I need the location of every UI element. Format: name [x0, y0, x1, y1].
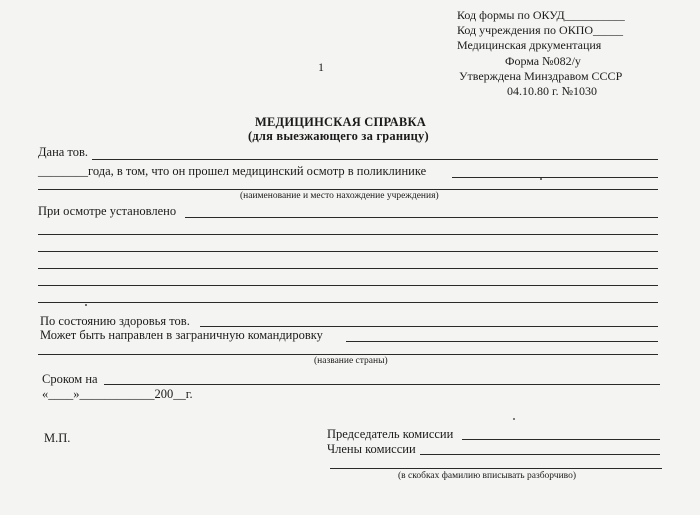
okpo-code: Код учреждения по ОКПО_____ [457, 23, 624, 37]
document-subtitle: (для выезжающего за границу) [248, 129, 429, 143]
members-label: Члены комиссии [327, 442, 416, 456]
findings-line-2 [38, 234, 658, 235]
findings-line-4 [38, 268, 658, 269]
findings-line-3 [38, 251, 658, 252]
date-line: «____»____________200__г. [42, 387, 193, 401]
issued-to-line [92, 159, 658, 160]
issued-to-label: Дана тов. [38, 145, 89, 159]
exam-findings-label: При осмотре установлено [38, 204, 177, 218]
approval-order: 04.10.80 г. №1030 [507, 84, 598, 98]
stamp-place: М.П. [44, 431, 71, 445]
scan-speck [85, 304, 87, 306]
approval-note: Утверждена Минздравом СССР [459, 69, 623, 83]
form-number: Форма №082/у [505, 54, 581, 68]
document-title: МЕДИЦИНСКАЯ СПРАВКА [255, 115, 426, 129]
names-caption: (в скобках фамилию вписывать разборчиво) [398, 471, 576, 481]
okud-code: Код формы по ОКУД__________ [457, 8, 625, 22]
term-label: Сроком на [42, 372, 98, 386]
institution-caption: (наименование и место нахождение учреждения) [240, 191, 439, 201]
health-status-label: По состоянию здоровья тов. [40, 314, 190, 328]
scan-speck [513, 418, 515, 420]
institution-line [38, 189, 658, 190]
page-number: 1 [318, 60, 324, 74]
members-signature-line [420, 454, 660, 455]
findings-line-6 [38, 302, 658, 303]
assignment-label: Может быть направлен в заграничную командировку [40, 328, 323, 342]
assignment-line [346, 341, 658, 342]
country-caption: (название страны) [314, 356, 388, 366]
members-extra-line [330, 468, 662, 469]
findings-line-5 [38, 285, 658, 286]
document-type: Медицинская дркументация [457, 38, 602, 52]
chairman-signature-line [462, 439, 660, 440]
chairman-label: Председатель комиссии [327, 427, 454, 441]
term-line [104, 384, 660, 385]
health-status-line [200, 326, 658, 327]
exam-statement: ________года, в том, что он прошел медицинский осмотр в поликлинике [38, 164, 427, 178]
clinic-line [452, 177, 658, 178]
findings-line-1 [185, 217, 658, 218]
country-line [38, 354, 658, 355]
scan-speck [540, 178, 542, 180]
